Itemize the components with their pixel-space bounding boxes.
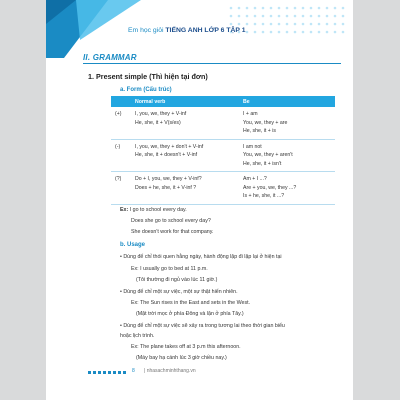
be-line: I am not [243,143,262,150]
table-row [111,172,335,205]
examples-label: Ex: [120,207,129,213]
form-header-verb: Normal verb [131,96,239,107]
row-sign: (+) [115,111,122,117]
footer-url: | nhasachminhthang.vn [144,368,196,374]
be-cell [239,107,335,139]
usage-bullet-continued: hoặc lịch trình. [120,333,155,339]
usage-label: b. Usage [120,242,146,248]
header-title: TIẾNG ANH LỚP 6 TẬP 1 [165,27,246,34]
be-line: He, she, it + is [243,128,277,134]
usage-example: Ex: The Sun rises in the East and sets in the West. [131,300,251,306]
verb-line: Does + he, she, it + V-inf ? [135,184,197,191]
be-line: He, she, it + isn't [243,160,282,167]
section-divider [83,63,341,64]
examples-block [120,207,187,213]
example-line: Does she go to school every day? [131,218,211,224]
example-line: I go to school every day. [129,207,187,213]
form-table-header [111,96,335,107]
table-row [111,139,335,172]
verb-line: Do + I, you, we, they + V-inf? [135,176,202,182]
usage-translation: (Máy bay hạ cánh lúc 3 giờ chiều nay.) [136,355,227,361]
be-cell [239,139,335,172]
form-table [111,96,335,205]
usage-translation: (Tôi thường đi ngủ vào lúc 11 giờ.) [136,277,218,283]
verb-line: He, she, it + V(s/es) [135,119,181,126]
be-cell [239,172,335,205]
usage-example: Ex: I usually go to bed at 11 p.m. [131,266,208,272]
verb-cell [131,172,239,205]
be-line: I + am [243,111,258,117]
form-header-sign [111,96,131,107]
running-header [128,27,245,34]
footer-arrows-decoration [88,371,128,374]
dot-pattern-decoration [227,4,347,40]
usage-example: Ex: The plane takes off at 3 p.m this afternoon. [131,344,241,350]
verb-line: I, you, we, they + don't + V-inf [135,143,204,150]
be-line: Am + I ...? [243,176,267,182]
page-number: 8 [132,368,135,374]
verb-cell [131,107,239,139]
form-header-be: Be [239,96,335,107]
verb-cell [131,139,239,172]
row-sign: (?) [115,176,122,182]
topic-title: 1. Present simple (Thì hiện tại đơn) [88,72,208,81]
section-title: II. GRAMMAR [83,53,137,62]
table-row [111,107,335,139]
book-page [46,0,353,400]
usage-bullet: • Dùng để chỉ thói quen hằng ngày, hành động lặp đi lặp lại ở hiện tại [120,254,282,260]
form-label: a. Form (Cấu trúc) [120,87,172,93]
verb-line: I, you, we, they + V-inf [135,111,187,117]
verb-line: He, she, it + doesn't + V-inf [135,152,198,158]
row-sign: (-) [115,143,121,150]
usage-bullet: • Dùng để chỉ một sự việc, một sự thật hiển nhiên. [120,289,238,295]
be-line: Are + you, we, they ...? [243,184,297,191]
header-prefix: Em học giỏi [128,27,164,34]
be-line: You, we, they + aren't [243,152,293,158]
usage-bullet: • Dùng để chỉ một sự việc sẽ xảy ra trong tương lai theo thời gian biểu [120,323,285,329]
usage-translation: (Mặt trời mọc ở phía Đông và lặn ở phía Tây.) [136,311,244,317]
be-line: You, we, they + are [243,119,288,126]
be-line: Is + he, she, it ...? [243,193,285,199]
example-line: She doesn't work for that company. [131,229,214,235]
